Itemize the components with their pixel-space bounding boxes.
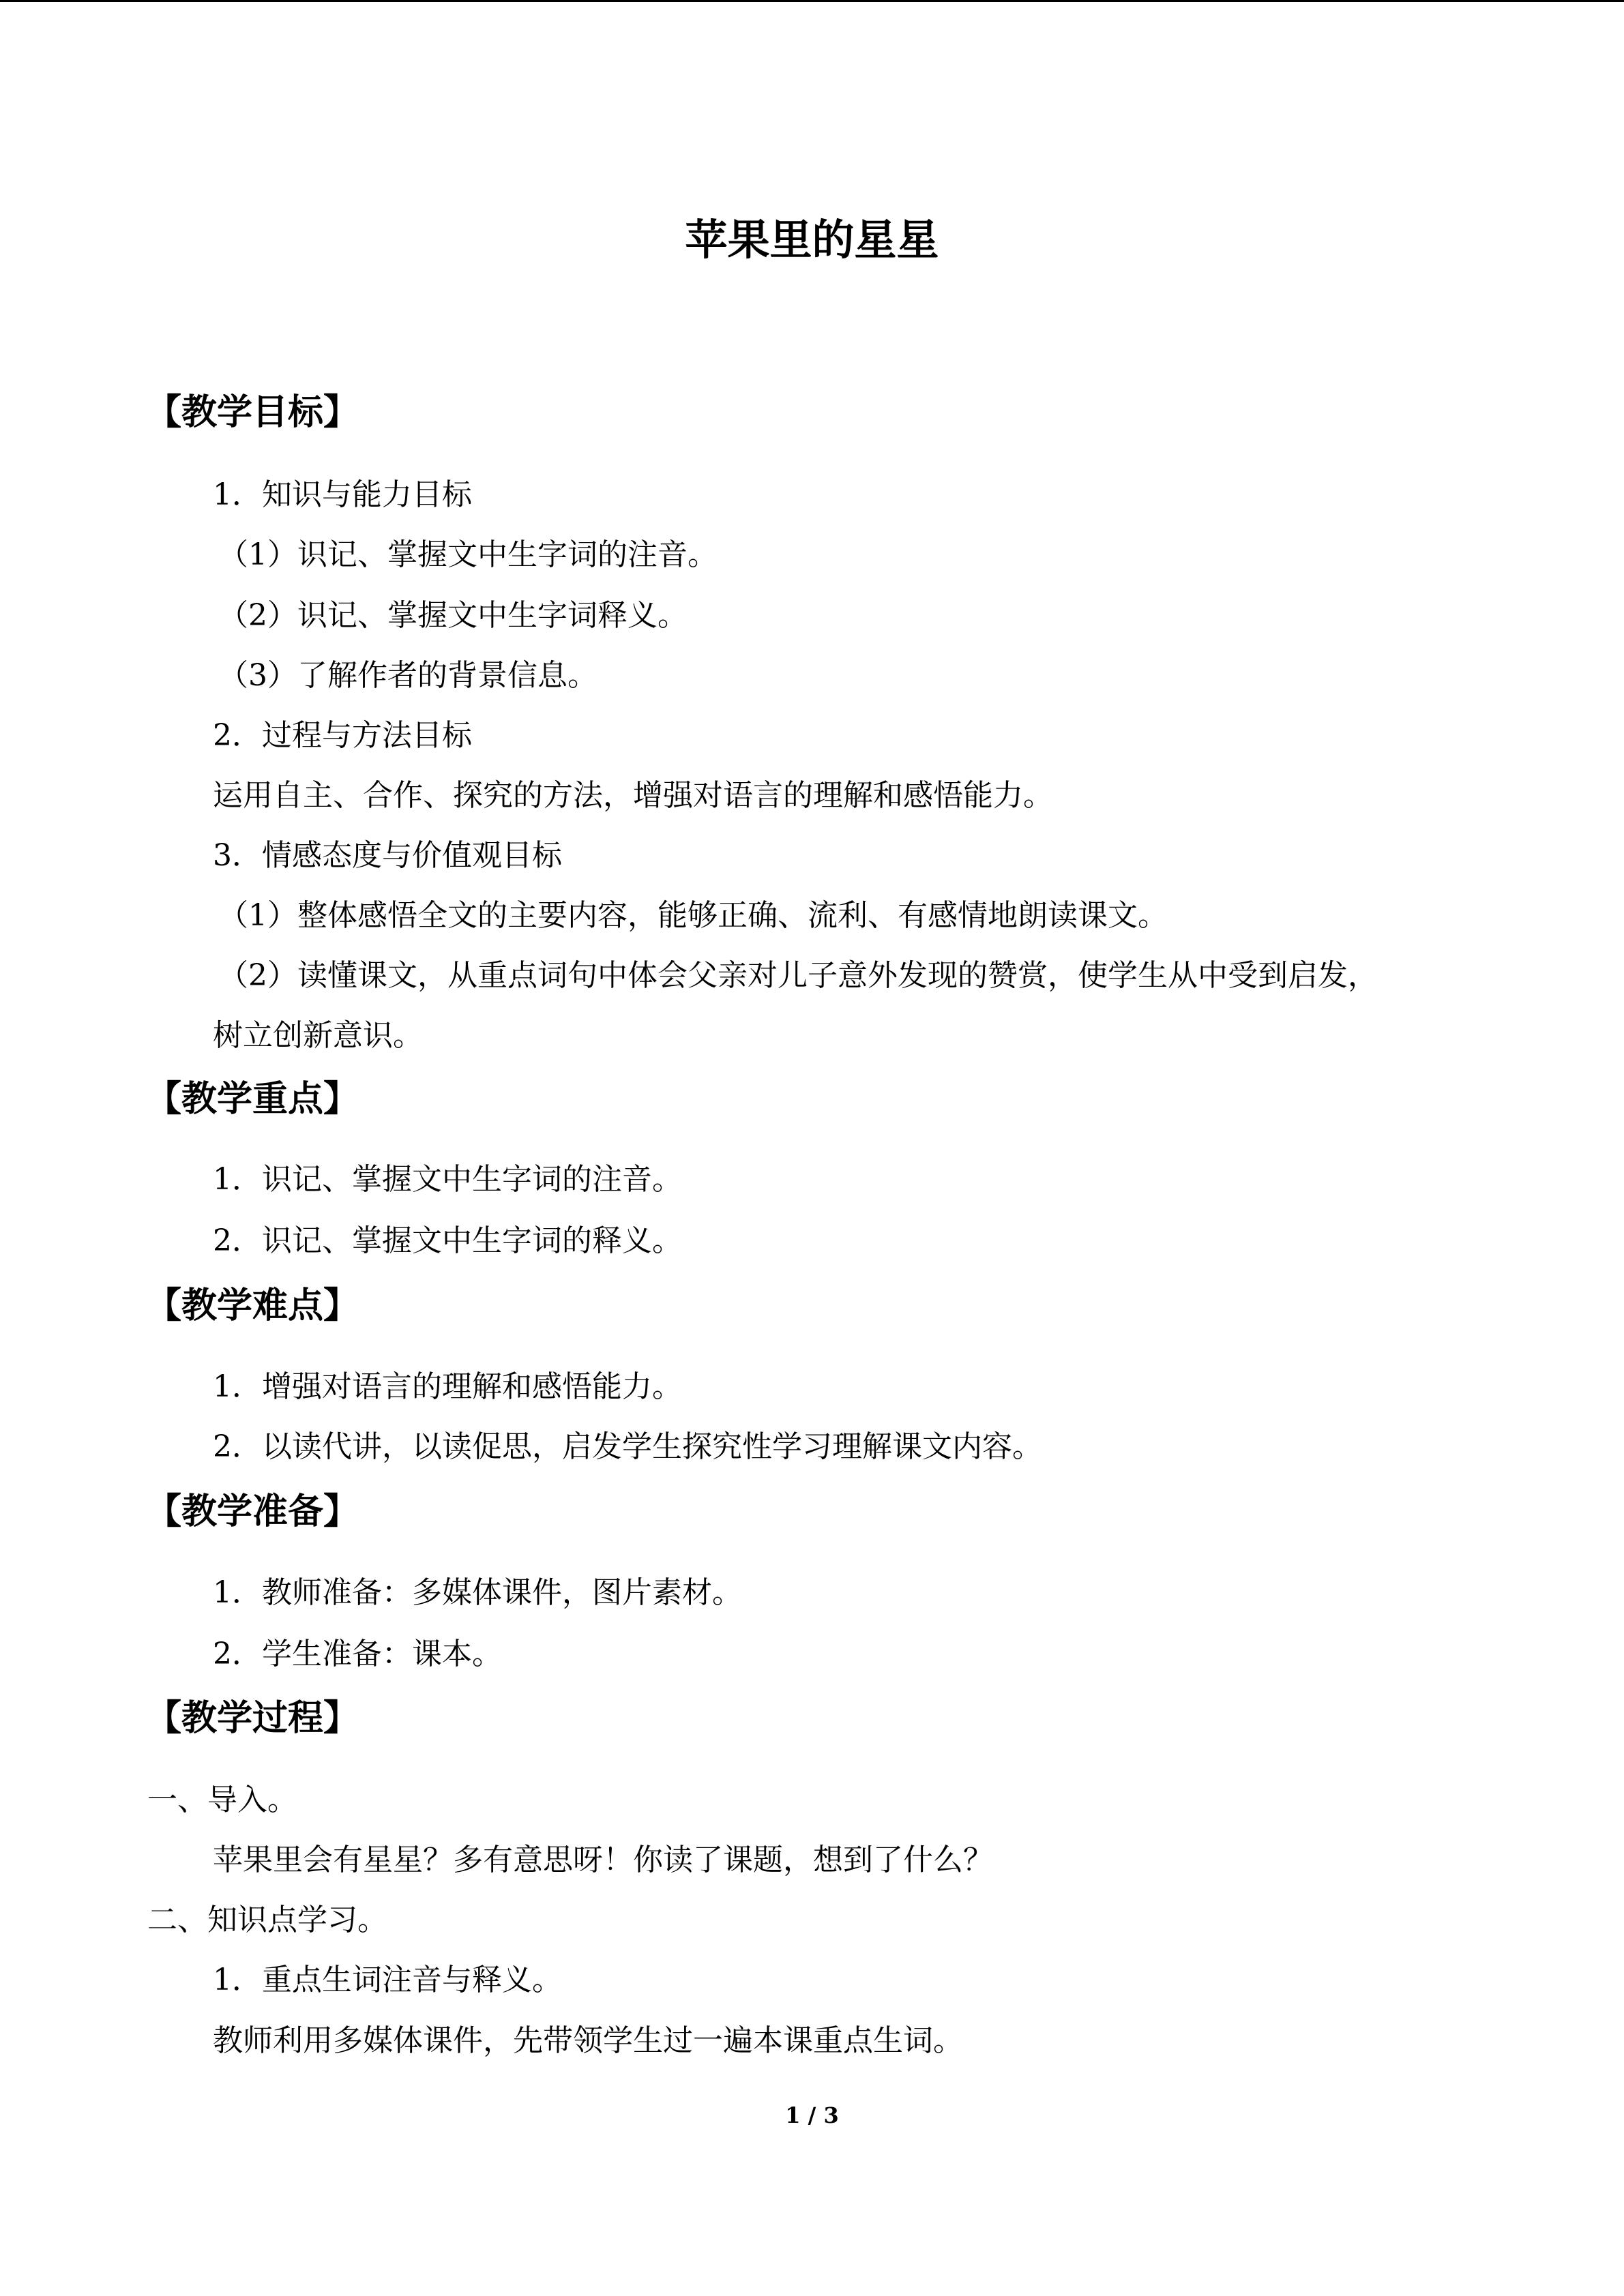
- objectives-line: （3）了解作者的背景信息。: [218, 658, 597, 693]
- objectives-line: 1．知识与能力目标: [213, 477, 472, 512]
- objectives-line: 2．过程与方法目标: [213, 718, 472, 753]
- objectives-line: 运用自主、合作、探究的方法，增强对语言的理解和感悟能力。: [213, 778, 1053, 813]
- objectives-line: （2）识记、掌握文中生字词释义。: [218, 598, 688, 633]
- top-border-rule: [0, 0, 1624, 2]
- section-heading-objectives: 【教学目标】: [146, 391, 359, 433]
- preparation-line: 1．教师准备：多媒体课件，图片素材。: [213, 1575, 742, 1610]
- objectives-line: （2）读懂课文，从重点词句中体会父亲对儿子意外发现的赞赏，使学生从中受到启发，: [218, 958, 1378, 993]
- page-number: 1 / 3: [785, 2102, 839, 2128]
- objectives-line: （1）识记、掌握文中生字词的注音。: [218, 537, 718, 572]
- preparation-line: 2．学生准备：课本。: [213, 1637, 502, 1671]
- section-heading-preparation: 【教学准备】: [146, 1491, 359, 1532]
- process-line: 苹果里会有星星？多有意思呀！你读了课题，想到了什么？: [213, 1843, 993, 1877]
- objectives-line: 3．情感态度与价值观目标: [213, 838, 562, 873]
- section-heading-process: 【教学过程】: [146, 1697, 359, 1739]
- key-points-line: 2．识记、掌握文中生字词的释义。: [213, 1223, 682, 1258]
- objectives-line: （1）整体感悟全文的主要内容，能够正确、流利、有感情地朗读课文。: [218, 898, 1168, 933]
- page-title: 苹果里的星星: [685, 215, 939, 265]
- process-line: 1．重点生词注音与释义。: [213, 1963, 562, 1997]
- section-heading-key-points: 【教学重点】: [146, 1078, 359, 1120]
- process-line: 一、导入。: [147, 1783, 297, 1817]
- process-line: 教师利用多媒体课件，先带领学生过一遍本课重点生词。: [213, 2023, 963, 2058]
- difficulties-line: 1．增强对语言的理解和感悟能力。: [213, 1369, 682, 1404]
- objectives-line: 树立创新意识。: [213, 1018, 423, 1053]
- section-heading-difficulties: 【教学难点】: [146, 1285, 359, 1326]
- key-points-line: 1．识记、掌握文中生字词的注音。: [213, 1162, 682, 1197]
- difficulties-line: 2．以读代讲，以读促思，启发学生探究性学习理解课文内容。: [213, 1429, 1042, 1464]
- process-line: 二、知识点学习。: [147, 1903, 387, 1937]
